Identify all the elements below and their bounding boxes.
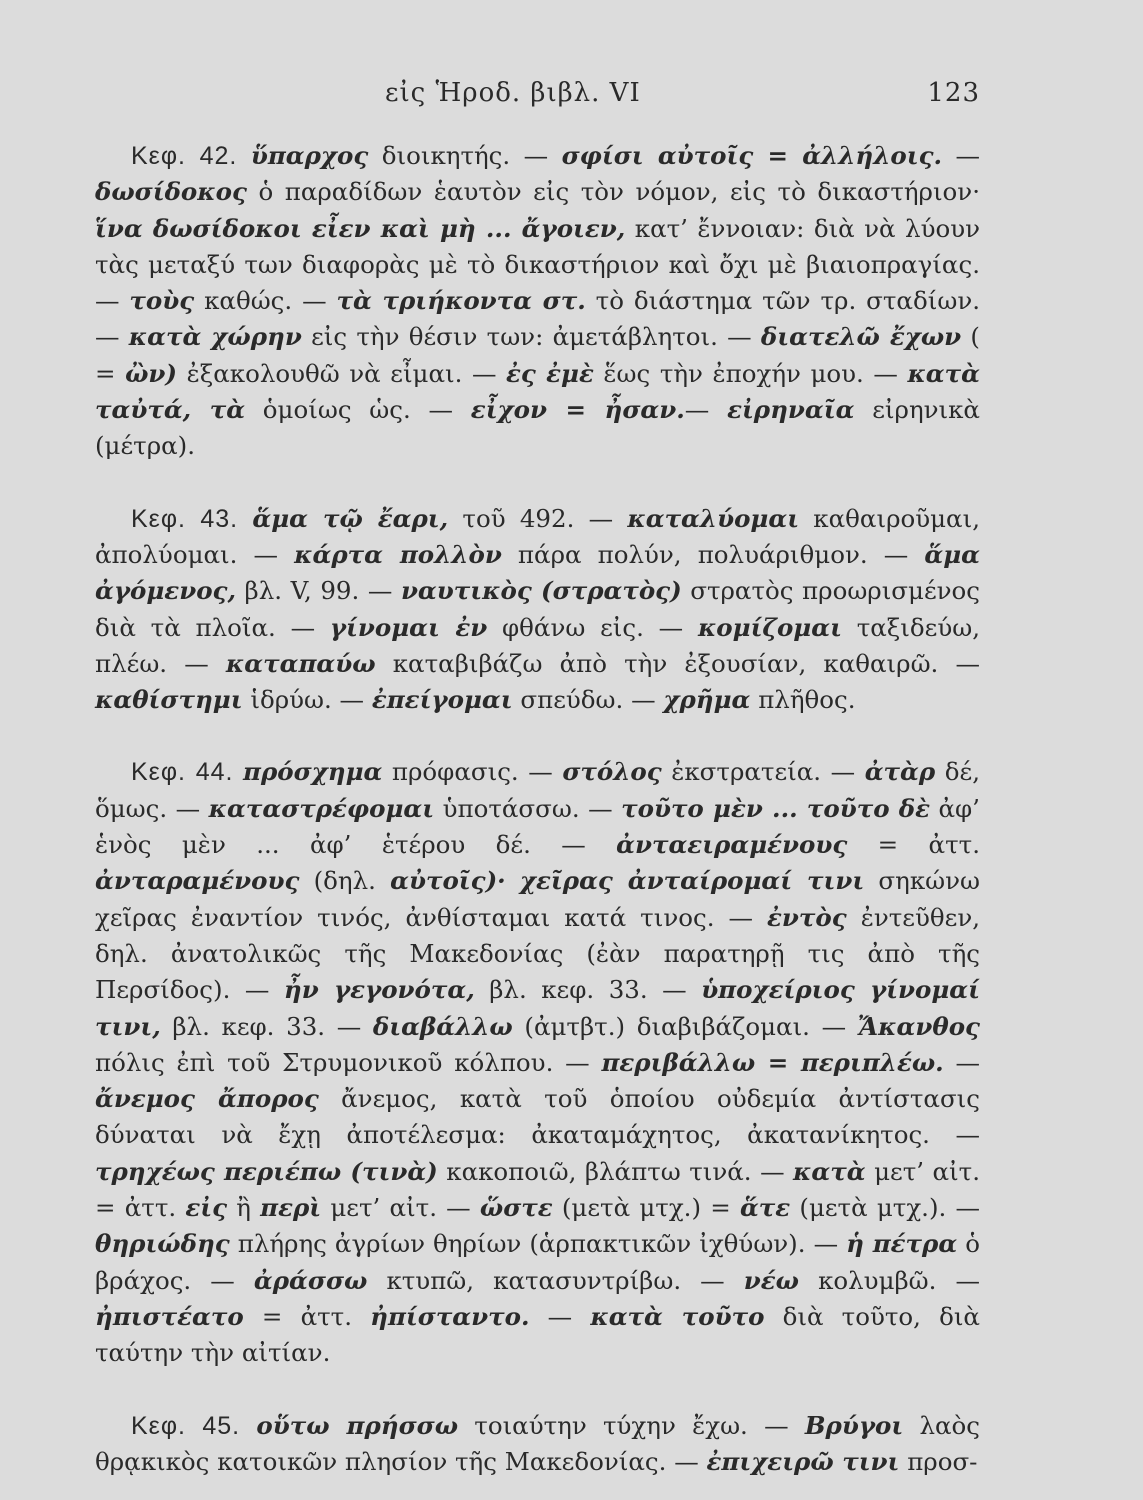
gloss-text: βλ. κεφ. 33. — (474, 975, 702, 1005)
lemma-term: ἅμα τῷ ἔαρι, (252, 503, 449, 533)
lemma-term: τὰ τριήκοντα στ. (336, 286, 586, 316)
lemma-term: τρηχέως περιέπω (τινὰ) (95, 1156, 438, 1186)
lemma-term: καταστρέφομαι (208, 793, 435, 823)
lemma-term: ἀτὰρ (864, 757, 936, 787)
lemma-term: κατὰ (793, 1156, 866, 1186)
lemma-term: ἐπείγομαι (371, 685, 513, 715)
gloss-text: εἰρηνικὰ (μέτρα). (95, 395, 980, 461)
lemma-term: κατὰ τοῦτο (590, 1301, 765, 1331)
lemma-term: εἰς (185, 1193, 228, 1223)
lemma-term: αὐτοῖς)· (390, 866, 506, 896)
gloss-text: διοικητής. — (368, 141, 562, 170)
lemma-term: διαβάλλω (372, 1011, 513, 1041)
gloss-text: πόλις ἐπὶ τοῦ Στρυμονικοῦ κόλπου. — (95, 1047, 602, 1077)
gloss-text: τοιαύτην τύχην ἔχω. — (458, 1410, 805, 1440)
lemma-term: ἐντὸς (767, 902, 847, 932)
gloss-text: ἱδρύω. — (242, 685, 372, 715)
gloss-text: βλ. κεφ. 33. — (160, 1011, 373, 1041)
gloss-text: πρόφασις. — (382, 757, 563, 787)
lemma-term: ἄνεμος ἄπορος (95, 1084, 319, 1114)
gloss-text: πάρα πολύν, πολυάριθμον. — (501, 539, 925, 569)
gloss-text: μετ’ αἰτ. — (321, 1193, 480, 1223)
lemma-term: ὥστε (479, 1193, 553, 1223)
lemma-term: ἡ πέτρα (846, 1229, 958, 1259)
lemma-term: περιβάλλω = περιπλέω. (601, 1047, 944, 1077)
lemma-term: ἠπίσταντο. (370, 1301, 530, 1331)
lemma-term: γίνομαι ἐν (329, 612, 488, 642)
lemma-term: ὕπαρχος (250, 141, 369, 170)
gloss-text: τὸ διάστημα τῶν τρ. σταδίων. — (95, 286, 980, 352)
lemma-term: ἦν γεγονότα, (283, 975, 475, 1005)
lemma-term: διατελῶ ἔχων (760, 322, 962, 352)
lemma-term: ἵνα δωσίδοκοι εἶεν καὶ μὴ ... ἄγοιεν, (95, 213, 626, 243)
lemma-term: ἀνταειραμένους (616, 830, 848, 860)
gloss-text: εἰς τὴν θέσιν των: ἀμετάβλητοι. — (301, 322, 761, 352)
gloss-text: (μετὰ μτχ.). — (790, 1193, 981, 1223)
lemma-term: πρόσχημα (243, 757, 383, 787)
lemma-term: καταπαύω (225, 648, 376, 678)
gloss-text: ταξιδεύω, πλέω. — (95, 612, 980, 678)
lemma-term: τοῦτο μὲν ... τοῦτο δὲ (621, 793, 930, 823)
gloss-text: ἐντεῦθεν, δηλ. ἀνατολικῶς τῆς Μακεδονίας (ἐὰν παρατηρῇ τις ἀπὸ τῆς Περσίδος). — (95, 902, 980, 1005)
gloss-text: ὁμοίως ὡς. — (245, 395, 471, 425)
gloss-text: λαὸς θρᾳκικὸς κατοικῶν πλησίον τῆς Μακεδονίας. — (95, 1410, 980, 1476)
lemma-term: καθίστημι (95, 685, 243, 715)
gloss-text: — (684, 395, 728, 425)
gloss-text: τοῦ 492. — (448, 503, 628, 533)
lemma-term: κάρτα πολλὸν (294, 539, 502, 569)
lemma-term: καταλύομαι (627, 503, 800, 533)
lemma-term: ἅμα ἀγόμενος, (95, 539, 980, 606)
lemma-term: ἠπιστέατο (95, 1301, 244, 1331)
gloss-text: = ἀττ. (243, 1301, 371, 1331)
gloss-text: κολυμβῶ. — (799, 1265, 980, 1295)
page-header (95, 78, 980, 114)
gloss-text: πλῆθος. (750, 685, 856, 715)
gloss-text: κτυπῶ, κατασυντρίβω. — (367, 1265, 744, 1295)
lemma-term: Βρύγοι (804, 1410, 904, 1440)
gloss-text: (ἀμτβτ.) διαβιβάζομαι. — (512, 1011, 858, 1041)
lemma-term: σφίσι αὐτοῖς = ἀλλήλοις. (561, 141, 943, 170)
gloss-text: (δηλ. (299, 866, 391, 896)
gloss-text: καταβιβάζω ἀπὸ τὴν ἐξουσίαν, καθαιρῶ. — (375, 648, 980, 678)
gloss-text: = ἀττ. (847, 830, 980, 860)
lemma-term: περὶ (260, 1193, 322, 1223)
lemma-term: ἐπιχειρῶ τινι (706, 1446, 900, 1476)
gloss-text (506, 866, 520, 895)
lemma-term: ναυτικὸς (στρατὸς) (400, 576, 682, 606)
lemma-term: ἅτε (739, 1193, 791, 1223)
gloss-text: ἄνεμος, κατὰ τοῦ ὁποίου οὐδεμία ἀντίστασις δύναται νὰ ἔχῃ ἀποτέλεσμα: ἀκαταμάχητος, ἀκατανίκητος. — (95, 1084, 980, 1150)
lemma-term: χρῆμα (663, 685, 751, 715)
chapter-label: Κεφ. 42. (131, 142, 238, 170)
lemma-term: Ἄκανθος (857, 1011, 980, 1041)
gloss-text: κακοποιῶ, βλάπτω τινά. — (437, 1156, 794, 1186)
gloss-text: δέ, ὅμως. — (95, 757, 980, 823)
chapter-label: Κεφ. 45. (131, 1411, 241, 1440)
gloss-text: ὑποτάσσω. — (434, 793, 622, 823)
lemma-term: τοὺς (129, 286, 195, 316)
page-number: 123 (927, 78, 980, 108)
chapter-label: Κεφ. 44. (131, 758, 234, 787)
chapter-45 (95, 1408, 980, 1481)
lemma-term: οὕτω πρήσσω (256, 1410, 459, 1440)
gloss-text: προσ- (899, 1446, 978, 1476)
gloss-text: καθώς. — (194, 286, 337, 316)
gloss-text: ἀφ’ ἑνὸς μὲν ... ἀφ’ ἑτέρου δέ. — (95, 793, 980, 860)
gloss-text: μετ’ αἰτ. = ἀττ. (95, 1156, 980, 1223)
gloss-text: βλ. V, 99. — (235, 576, 401, 606)
chapter-43 (95, 501, 980, 719)
gloss-text: καθαιροῦμαι, ἀπολύομαι. — (95, 503, 980, 569)
gloss-text: — (943, 1047, 980, 1077)
gloss-text: ἕως τὴν ἐποχήν μου. — (593, 358, 908, 388)
lemma-term: κατὰ χώρην (128, 322, 302, 352)
gloss-text: — (529, 1301, 591, 1331)
lemma-term: εἶχον = ἦσαν. (470, 395, 685, 425)
lemma-term: ὑποχείριος γίνομαί τινι, (95, 975, 980, 1041)
lemma-term: ὢν) (125, 358, 178, 388)
gloss-text: — (942, 141, 981, 170)
lemma-term: ἐς ἐμὲ (506, 358, 594, 388)
gloss-text: ( = (95, 322, 980, 388)
running-title: εἰς Ἡροδ. βιβλ. VI (385, 78, 641, 108)
gloss-text: ἐξακολουθῶ νὰ εἶμαι. — (177, 358, 507, 388)
gloss-text: στρατὸς προωρισμένος διὰ τὰ πλοῖα. — (95, 576, 981, 642)
lemma-term: ἀράσσω (253, 1265, 368, 1295)
gloss-text: κατ’ ἔννοιαν: διὰ νὰ λύουν τὰς μεταξύ των διαφορὰς μὲ τὸ δικαστήριον καὶ ὄχι μὲ βιαιοπραγίας. — (95, 213, 981, 316)
commentary-body (95, 138, 980, 1480)
gloss-text: (μετὰ μτχ.) = (552, 1193, 740, 1223)
gloss-text: σηκώνω χεῖρας ἐναντίον τινός, ἀνθίσταμαι κατά τινος. — (95, 866, 980, 932)
gloss-text: ὁ βράχος. — (95, 1229, 980, 1295)
lemma-term: κατὰ ταὐτά, τὰ (95, 358, 980, 425)
lemma-term: χεῖρας ἀνταίρομαί τινι (519, 866, 865, 896)
lemma-term: κομίζομαι (697, 612, 842, 642)
gloss-text: πλήρης ἀγρίων θηρίων (ἁρπακτικῶν ἰχθύων). — (229, 1229, 847, 1259)
lemma-term: θηριώδης (95, 1229, 230, 1259)
chapter-label: Κεφ. 43. (131, 504, 239, 533)
gloss-text: φθάνω εἰς. — (487, 612, 698, 642)
lemma-term: νέω (743, 1265, 799, 1295)
gloss-text: ὁ παραδίδων ἑαυτὸν εἰς τὸν νόμον, εἰς τὸ δικαστήριον· (246, 177, 980, 207)
gloss-text: σπεύδω. — (512, 685, 664, 715)
gloss-text: διὰ τοῦτο, διὰ ταύτην τὴν αἰτίαν. (95, 1301, 980, 1368)
lemma-term: στόλος (562, 757, 662, 787)
lemma-term: ἀνταραμένους (95, 866, 300, 896)
gloss-text: ἐκστρατεία. — (661, 757, 865, 787)
chapter-42 (95, 138, 980, 465)
gloss-text: ἢ (227, 1193, 261, 1223)
chapter-44 (95, 754, 980, 1371)
lemma-term: δωσίδοκος (95, 177, 247, 207)
lemma-term: εἰρηναῖα (727, 395, 855, 425)
